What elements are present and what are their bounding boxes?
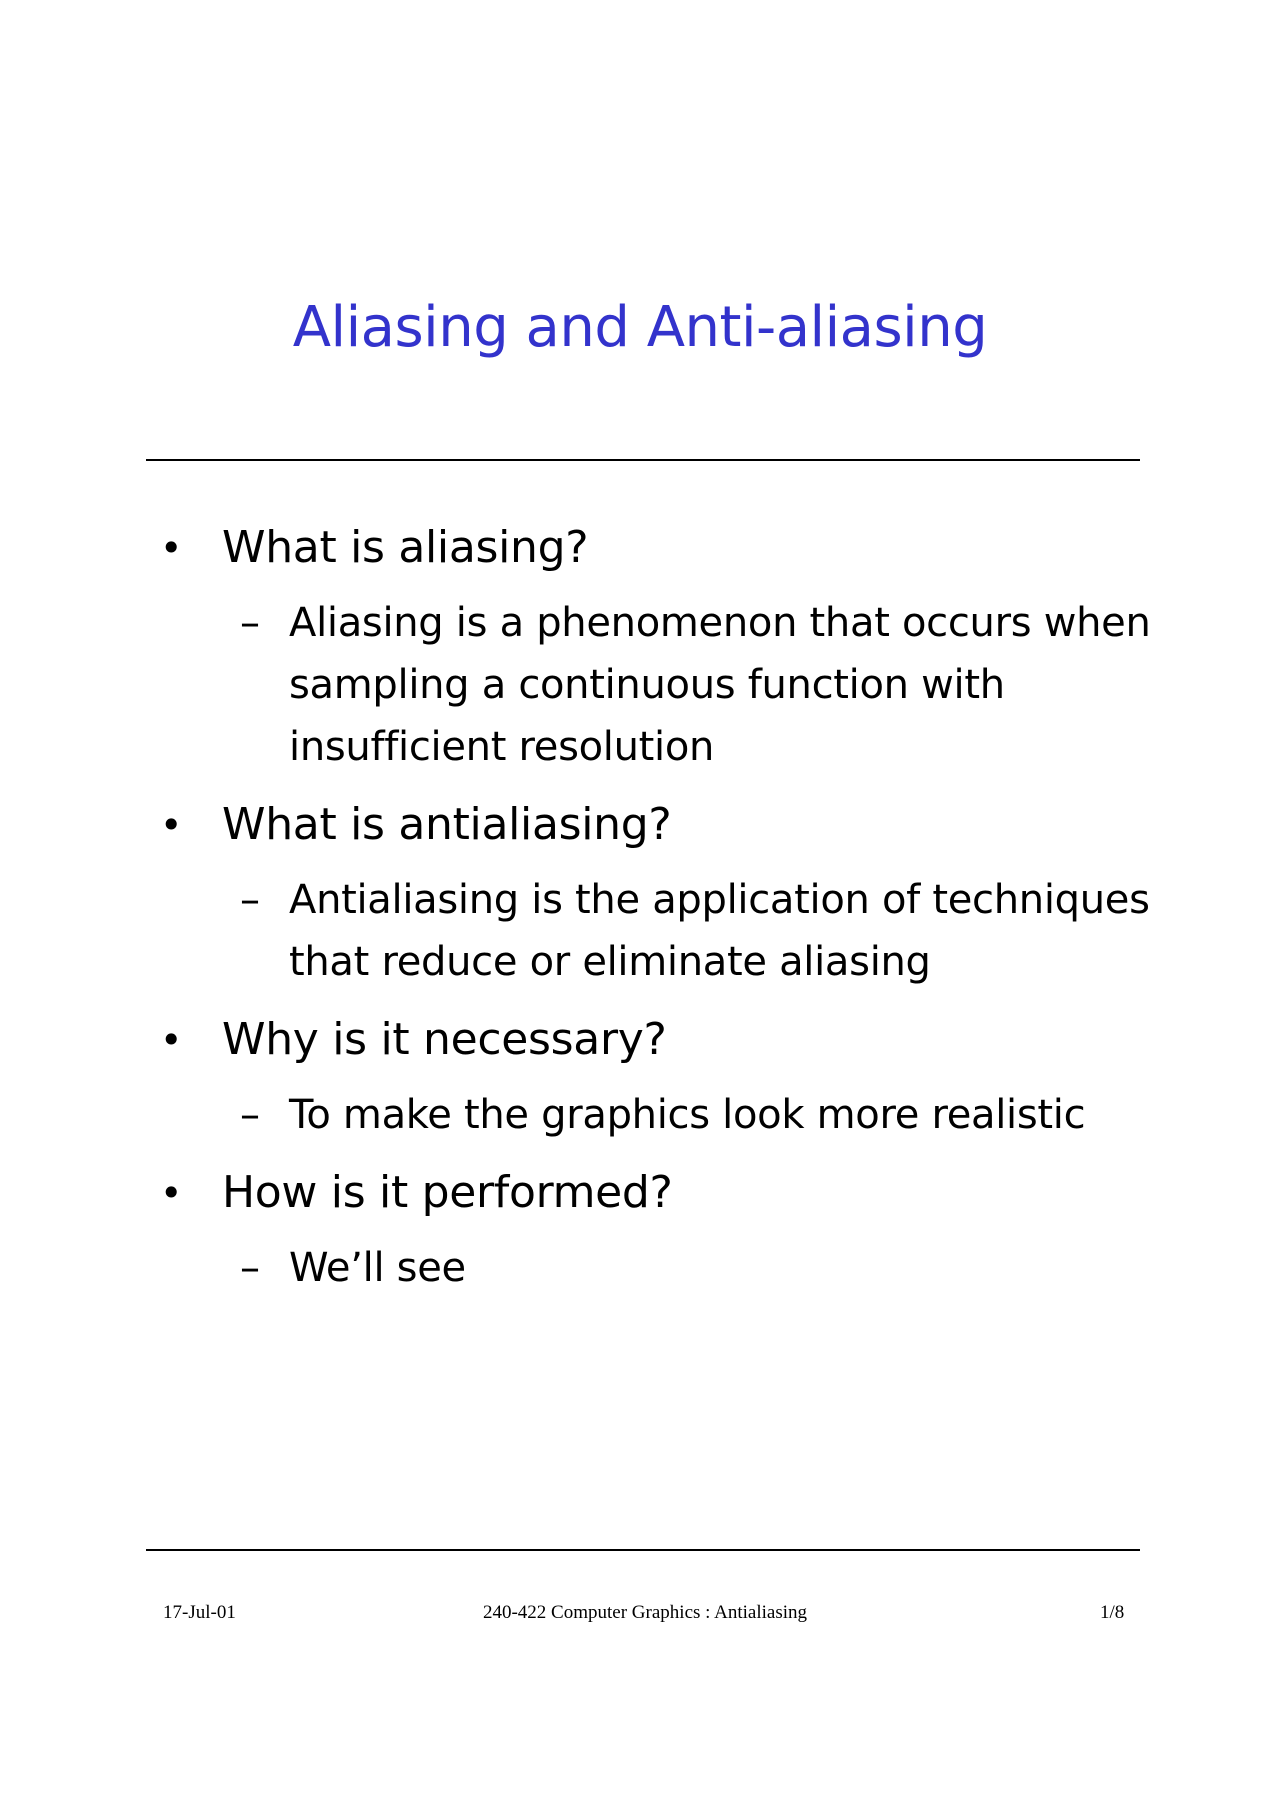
bullet-answer: Aliasing is a phenomenon that occurs when sampling a continuous function with insufficient resolution <box>289 600 1151 770</box>
bullet-question: What is aliasing? <box>222 522 589 573</box>
bullet-dot: • <box>160 526 183 570</box>
bullet-question: How is it performed? <box>222 1167 673 1218</box>
bullet-answer: To make the graphics look more realistic <box>289 1092 1086 1138</box>
top-divider <box>146 459 1140 461</box>
bullet-dot: • <box>160 803 183 847</box>
bullet-dot: • <box>160 1018 183 1062</box>
bullet-dot: • <box>160 1171 183 1215</box>
footer-page-number: 1/8 <box>1100 1602 1125 1623</box>
bullet-answer: Antialiasing is the application of techniques that reduce or eliminate aliasing <box>289 877 1150 985</box>
sub-bullet-dash: – <box>240 877 260 923</box>
footer-course-title: 240-422 Computer Graphics : Antialiasing <box>482 1602 807 1623</box>
sub-bullet-dash: – <box>240 600 260 646</box>
bullet-answer: We’ll see <box>289 1245 466 1291</box>
bottom-divider <box>146 1549 1140 1551</box>
bullet-question: Why is it necessary? <box>222 1014 667 1065</box>
sub-bullet-dash: – <box>240 1092 260 1138</box>
bullet-question: What is antialiasing? <box>222 799 672 850</box>
sub-bullet-dash: – <box>240 1245 260 1291</box>
slide-title: Aliasing and Anti-aliasing <box>292 295 988 360</box>
footer-date: 17-Jul-01 <box>163 1602 236 1623</box>
